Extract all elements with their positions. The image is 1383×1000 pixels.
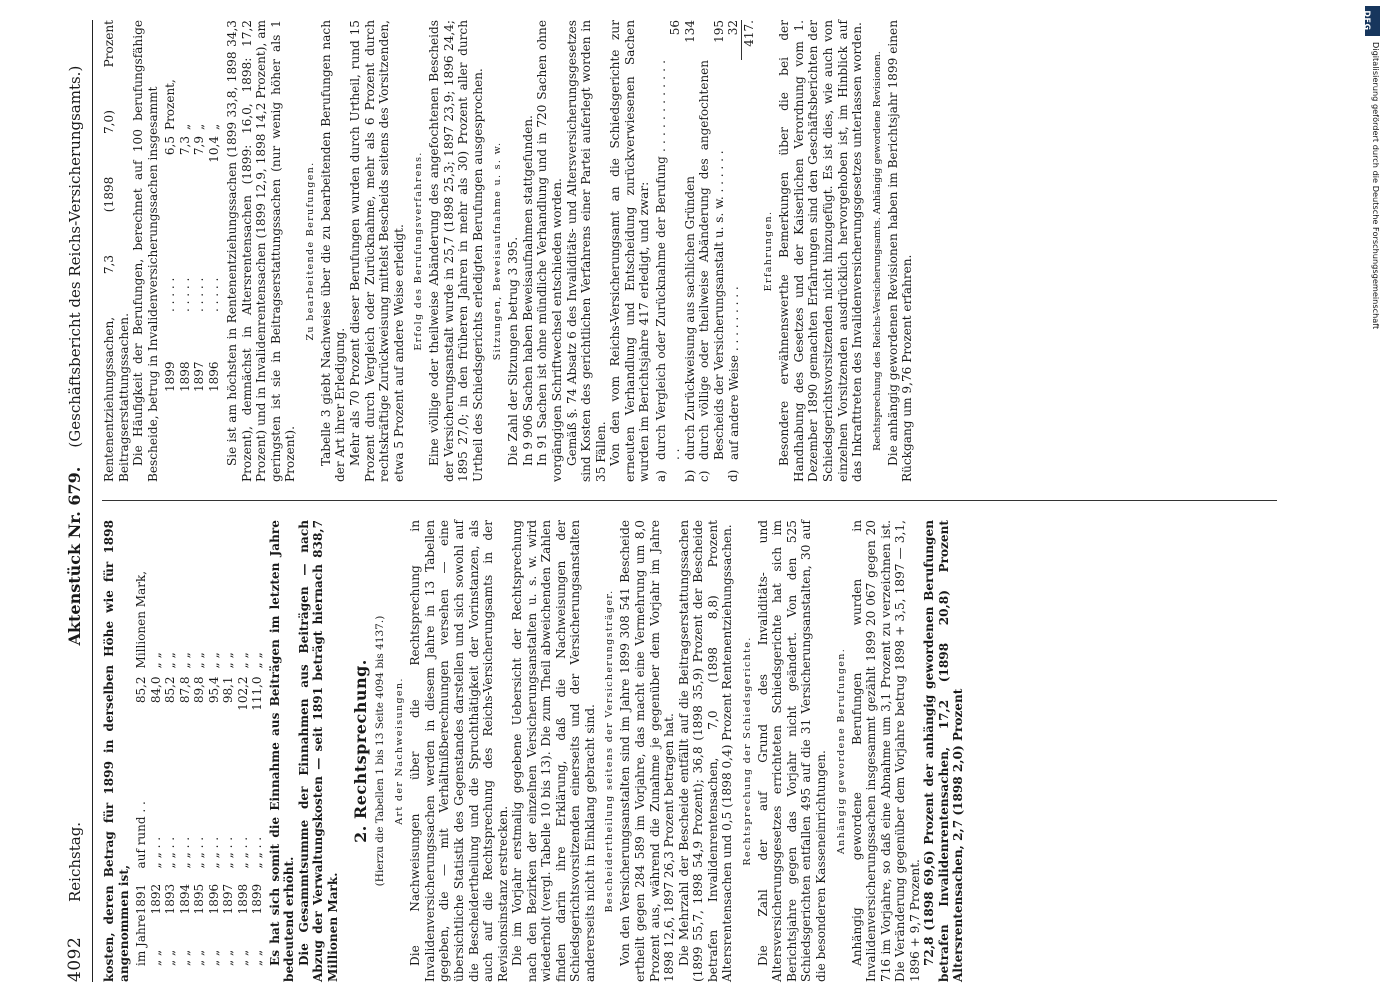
subheading: Erfolg des Berufungsverfahrens. xyxy=(413,151,425,351)
year-label: „ „ . . xyxy=(177,836,192,869)
case-letter: b) xyxy=(682,469,697,482)
leader-dots: . . . . . xyxy=(206,277,221,312)
paragraph: Eine völlige oder theilweise Abänderung des angefochtenen Bescheids der Versicherungsanstalt wurde in 25,7 (1898 25,3; 1897 23,9; 1896 24,4; 1895 27,0; in den früheren Jahren in mehr als 30) Prozent aller durch Urtheil des Schiedsgerichts erledigten Berufungen ausgesprochen. xyxy=(427,20,485,482)
year-prefix: „ „ xyxy=(206,949,221,966)
frequency-row xyxy=(207,79,222,392)
column-divider xyxy=(102,500,1277,501)
section-title: 2. Rechtsprechung. xyxy=(351,659,371,843)
unit: „ „ xyxy=(148,652,163,669)
year-row xyxy=(236,571,251,966)
paragraph: Die Gesammtsumme der Einnahmen aus Beiträgen — nach Abzug der Verwaltungskosten — seit 1891 beträgt hiernach 838,7 Millionen Mark. xyxy=(296,520,340,982)
unit: „ „ xyxy=(235,652,250,669)
page-header xyxy=(62,20,93,982)
amount: 89,8 xyxy=(192,676,207,704)
paragraph: Von den vom Reichs-Versicherungsamt an die Schiedsgerichte zur erneuten Verhandlung und Entscheidung zurückverwiesenen Sachen wurden im Berichtsjahre 417 erledigt, und zwar: xyxy=(608,20,652,482)
amount: 85,2 xyxy=(163,676,178,704)
case-row xyxy=(683,20,698,482)
cases-total-row xyxy=(741,20,756,482)
year: 1897 xyxy=(221,883,236,915)
document-page xyxy=(62,20,1292,982)
digitization-sidebar xyxy=(1362,6,1381,996)
amount: 111,0 xyxy=(250,676,265,711)
year-row xyxy=(163,571,178,966)
case-text: durch völlige oder theilweise Abänderung des angefochtenen Bescheids der Versicherungsanstalt u. s. w. . . . . . . xyxy=(697,60,726,460)
amount: 84,0 xyxy=(148,676,163,704)
year: 1891 xyxy=(134,883,149,915)
year: 1896 xyxy=(206,883,221,915)
contributions-by-year-table xyxy=(134,571,265,966)
amount: 87,8 xyxy=(177,676,192,704)
unit: Prozent, xyxy=(163,79,178,130)
unit: „ „ xyxy=(250,652,265,669)
paragraph: Die Mehrzahl der Bescheide entfällt auf die Beitragserstattungssachen (1899 55,7, 1898 54,9 Prozent); 36,8 (1898 35,9) Prozent der Bescheide betrafen Invalidenrentensachen, 7,0 (1898 8,8) Prozent Altersrentensachen und 0,5 (1898 0,4) Prozent Rentenentziehungssachen. xyxy=(676,520,735,982)
subheading: Zu bearbeitende Berufungen. xyxy=(304,161,316,341)
year-label: „ „ . . xyxy=(163,836,178,869)
percent: 7,3 xyxy=(177,136,192,156)
year: 1898 xyxy=(235,883,250,915)
case-count: 134 xyxy=(682,20,697,43)
year-prefix: „ „ xyxy=(221,949,236,966)
year-label: „ „ . . xyxy=(250,836,265,869)
paragraph: Die Nachweisungen über die Rechtsprechung in Invalidenversicherungssachen werden in diesem Jahre in 13 Tabellen gegeben, die — mit Verhältnißberechnungen versehen — eine übersichtliche Statistik des Gegenstandes darstellen und sich sowohl auf die Bescheidertheilung und die Spruchthätigkeit der Vorinstanzen, als auch auf die Rechtsprechung des Reichs-Versicherungsamts in der Revisionsinstanz erstrecken. xyxy=(408,520,510,982)
subheading: Rechtsprechung der Schiedsgerichte. xyxy=(741,636,753,866)
case-count: 195 xyxy=(711,20,726,43)
subheading: Sitzungen, Beweisaufnahme u. s. w. xyxy=(492,141,504,361)
case-count: 56 xyxy=(668,20,683,36)
year-prefix: „ „ xyxy=(148,949,163,966)
percent: 6,5 xyxy=(163,136,178,156)
unit: „ „ xyxy=(206,652,221,669)
year: 1892 xyxy=(148,883,163,915)
case-row xyxy=(697,20,726,482)
case-text: auf andere Weise . . . . . . . . . xyxy=(726,286,741,460)
year-prefix: „ „ xyxy=(235,949,250,966)
amount: 95,4 xyxy=(206,676,221,704)
paragraph: Die im Vorjahr erstmalig gegebene Uebersicht der Rechtsprechung nach den Bezirken der einzelnen Versicherungsanstalten u. s. w. wird wiederholt (vergl. Tabelle 10 bis 13). Die zum Theil abweichenden Zahlen finden darin ihre Erklärung, daß die Nachweisungen der Schiedsgerichtsvorsitzenden einerseits und der Versicherungsanstalten andererseits nicht in Einklang gebracht sind. xyxy=(510,520,597,982)
remanded-cases-table xyxy=(654,20,757,482)
year-label: „ „ . . xyxy=(192,836,207,869)
paragraph: Gemäß §. 74 Absatz 6 des Invaliditäts- und Altersversicherungsgesetzes sind Kosten des gerichtlichen Verfahrens einer Partei auferlegt worden in 35 Fällen. xyxy=(564,20,608,482)
year-row xyxy=(221,571,236,966)
frequency-row xyxy=(163,79,178,392)
paragraph: Sie ist am höchsten in Rentenentziehungssachen (1899 33,8, 1898 34,3 Prozent), demnächst in Altersrentensachen (1899: 16,0, 1898: 17,2 Prozent) und in Invalidenrentensachen (1899 12,9, 1898 14,2 Prozent), am geringsten ist sie in Beitragserstattungssachen (nur wenig höher als 1 Prozent). xyxy=(225,20,298,482)
case-count: 32 xyxy=(726,20,741,36)
paragraph: Tabelle 3 giebt Nachweise über die zu bearbeitenden Berufungen nach der Art ihrer Erledigung. xyxy=(318,20,348,482)
case-letter: c) xyxy=(697,470,712,482)
paragraph: Die Zahl der auf Grund des Invaliditäts- und Altersversicherungsgesetzes errichteten Schiedsgerichte hat sich im Berichtsjahre gegen das Vorjahr nicht geändert. Von den 525 Schiedsgerichten entfallen 495 auf die 31 Versicherungsanstalten, 30 auf die besonderen Kasseneinrichtungen. xyxy=(755,520,828,982)
year-row xyxy=(149,571,164,966)
paragraph: Die Häufigkeit der Berufungen, berechnet auf 100 berufungsfähige Bescheide, betrug in Invalidenversicherungssachen insgesammt xyxy=(131,20,160,482)
unit: „ „ xyxy=(192,652,207,669)
year-label: „ „ . . xyxy=(148,836,163,869)
unit: „ „ xyxy=(221,652,236,669)
dfg-logo xyxy=(1362,6,1380,36)
year: 1898 xyxy=(177,361,192,392)
paragraph: kosten, deren Betrag für 1899 in derselben Höhe wie für 1898 angenommen ist, xyxy=(102,520,131,982)
unit: „ xyxy=(206,123,221,130)
paragraph: Anhängig gewordene Berufungen wurden in Invalidenversicherungssachen insgesammt gezählt 1899 20 067 gegen 20 716 im Vorjahre, so daß eine Abnahme um 3,1 Prozent zu verzeichnen ist. Die Veränderung gegenüber dem Vorjahre betrug 1898 + 3,5, 1897 — 3,1, 1896 + 9,7 Prozent. xyxy=(849,520,922,982)
frequency-row xyxy=(178,79,193,392)
appeal-frequency-table xyxy=(163,79,221,392)
unit: „ xyxy=(192,123,207,130)
paragraph: Die Zahl der Sitzungen betrug 3 395. xyxy=(506,236,521,466)
credit-text: Digitalisierung gefördert durch die Deutsche Forschungsgemeinschaft xyxy=(1371,42,1381,330)
year-row xyxy=(207,571,222,966)
year: 1899 xyxy=(250,883,265,915)
year-label: „ „ . . xyxy=(206,836,221,869)
leader-dots: . . . . . xyxy=(163,277,178,312)
amount: 102,2 xyxy=(235,676,250,711)
year-row xyxy=(178,571,193,966)
paragraph: In 9 906 Sachen haben Beweisaufnahmen stattgefunden. xyxy=(520,115,535,466)
unit: Millionen Mark, xyxy=(134,570,149,669)
year-row xyxy=(250,571,265,966)
year-prefix: „ „ xyxy=(163,949,178,966)
left-column xyxy=(102,520,966,982)
unit: „ xyxy=(177,123,192,130)
leader-dots: . . . . . xyxy=(177,277,192,312)
paragraph: Rentenentziehungssachen, 7,3 (1898 7,0) Prozent Beitragserstattungssachen. xyxy=(102,20,131,482)
subheading: Bescheidertheilung seitens der Versicherungsträger. xyxy=(604,589,616,913)
unit: „ „ xyxy=(163,652,178,669)
year-label: „ „ . . xyxy=(221,836,236,869)
year: 1894 xyxy=(177,883,192,915)
year-row xyxy=(192,571,207,966)
case-letter: d) xyxy=(726,469,741,482)
case-row xyxy=(654,20,683,482)
paragraph: Mehr als 70 Prozent dieser Berufungen wurden durch Urtheil, rund 15 Prozent durch Vergleich oder Zurücknahme, mehr als 6 Prozent durch rechtskräftige Zurückweisung mittelst Bescheids seitens des Vorsitzenden, etwa 5 Prozent auf andere Weise erledigt. xyxy=(348,20,406,482)
case-text: durch Vergleich oder Zurücknahme der Berufung . . . . . . . . . . . . . . xyxy=(653,60,683,460)
header-right: (Geschäftsbericht des Reichs-Versicherungsamts.) xyxy=(66,65,84,448)
dfg-logo-text: DFG xyxy=(1362,10,1372,31)
percent: 7,9 xyxy=(192,136,207,156)
paragraph: Es hat sich somit die Einnahme aus Beiträgen im letzten Jahre bedeutend erhöht. xyxy=(267,520,297,982)
amount: 98,1 xyxy=(221,676,236,704)
year: 1899 xyxy=(163,361,178,392)
case-row xyxy=(726,20,741,482)
subheading: Art der Nachweisungen. xyxy=(394,677,406,825)
amount: 85,2 xyxy=(134,676,149,704)
header-left: Reichstag. xyxy=(66,821,84,902)
paragraph: In 91 Sachen ist ohne mündliche Verhandlung und in 720 Sachen ohne vorgängigen Schriftwechsel entschieden worden. xyxy=(535,20,565,482)
rotated-page-frame xyxy=(60,0,1360,1000)
year-prefix: „ „ xyxy=(250,949,265,966)
paragraph: Besondere erwähnenswerthe Bemerkungen über die bei der Handhabung des Gesetzes und der Kaiserlichen Verordnung vom 1. Dezember 1890 gemachten Erfahrungen sind den Geschäftsberichten der Schiedsgerichtsvorsitzenden nicht hinzugefügt. Es ist dies, wie auch von einzelnen Vorsitzenden ausdrücklich hervorgehoben ist, im Hinblick auf das Inkrafttreten des Invalidenversicherungsgesetzes unterlassen worden. xyxy=(777,20,865,482)
year: 1893 xyxy=(163,883,178,915)
year-label: auf rund . . xyxy=(134,801,149,869)
paragraph: Die anhängig gewordenen Revisionen haben im Berichtsjahr 1899 einen Rückgang um 9,76 Prozent erfahren. xyxy=(885,20,915,482)
year-row xyxy=(134,571,149,966)
running-head xyxy=(65,65,84,902)
paragraph: Von den Versicherungsanstalten sind im Jahre 1899 308 541 Bescheide ertheilt gegen 284 589 im Vorjahre, das macht eine Vermehrung um 8,0 Prozent aus, während die Zunahme je gegenüber dem Vorjahr im Jahre 1898 12,6, 1897 26,3 Prozent betragen hat. xyxy=(618,520,677,982)
year-prefix: im Jahre xyxy=(134,914,149,966)
year: 1896 xyxy=(206,361,221,392)
year: 1895 xyxy=(192,883,207,915)
percent: 10,4 xyxy=(206,136,221,163)
cases-total: 417. xyxy=(741,20,756,60)
subheading: Anhängig gewordene Berufungen. xyxy=(835,647,847,855)
year-label: „ „ . . xyxy=(235,836,250,869)
header-center: Aktenstück Nr. 679. xyxy=(65,466,84,646)
paragraph: 72,8 (1898 69,6) Prozent der anhängig gewordenen Berufungen betrafen Invalidenrentensachen, 17,2 (1898 20,8) Prozent Altersrentensachen, 2,7 (1898 2,0) Prozent xyxy=(922,520,966,982)
year-prefix: „ „ xyxy=(177,949,192,966)
subheading: Rechtsprechung des Reichs-Versicherungsamts. Anhängig gewordene Revisionen. xyxy=(871,51,883,451)
unit: „ „ xyxy=(177,652,192,669)
right-column xyxy=(102,20,915,482)
section-note: (Hierzu die Tabellen 1 bis 13 Seite 4094 bis 4137.) xyxy=(374,615,387,887)
page-number: 4092 xyxy=(65,936,85,982)
leader-dots: . . . . . xyxy=(192,277,207,312)
frequency-row xyxy=(192,79,207,392)
case-letter: a) xyxy=(653,470,668,482)
case-text: durch Zurückweisung aus sachlichen Gründen xyxy=(682,176,697,460)
subheading: Erfahrungen. xyxy=(763,210,775,292)
year: 1897 xyxy=(192,361,207,392)
year-prefix: „ „ xyxy=(192,949,207,966)
